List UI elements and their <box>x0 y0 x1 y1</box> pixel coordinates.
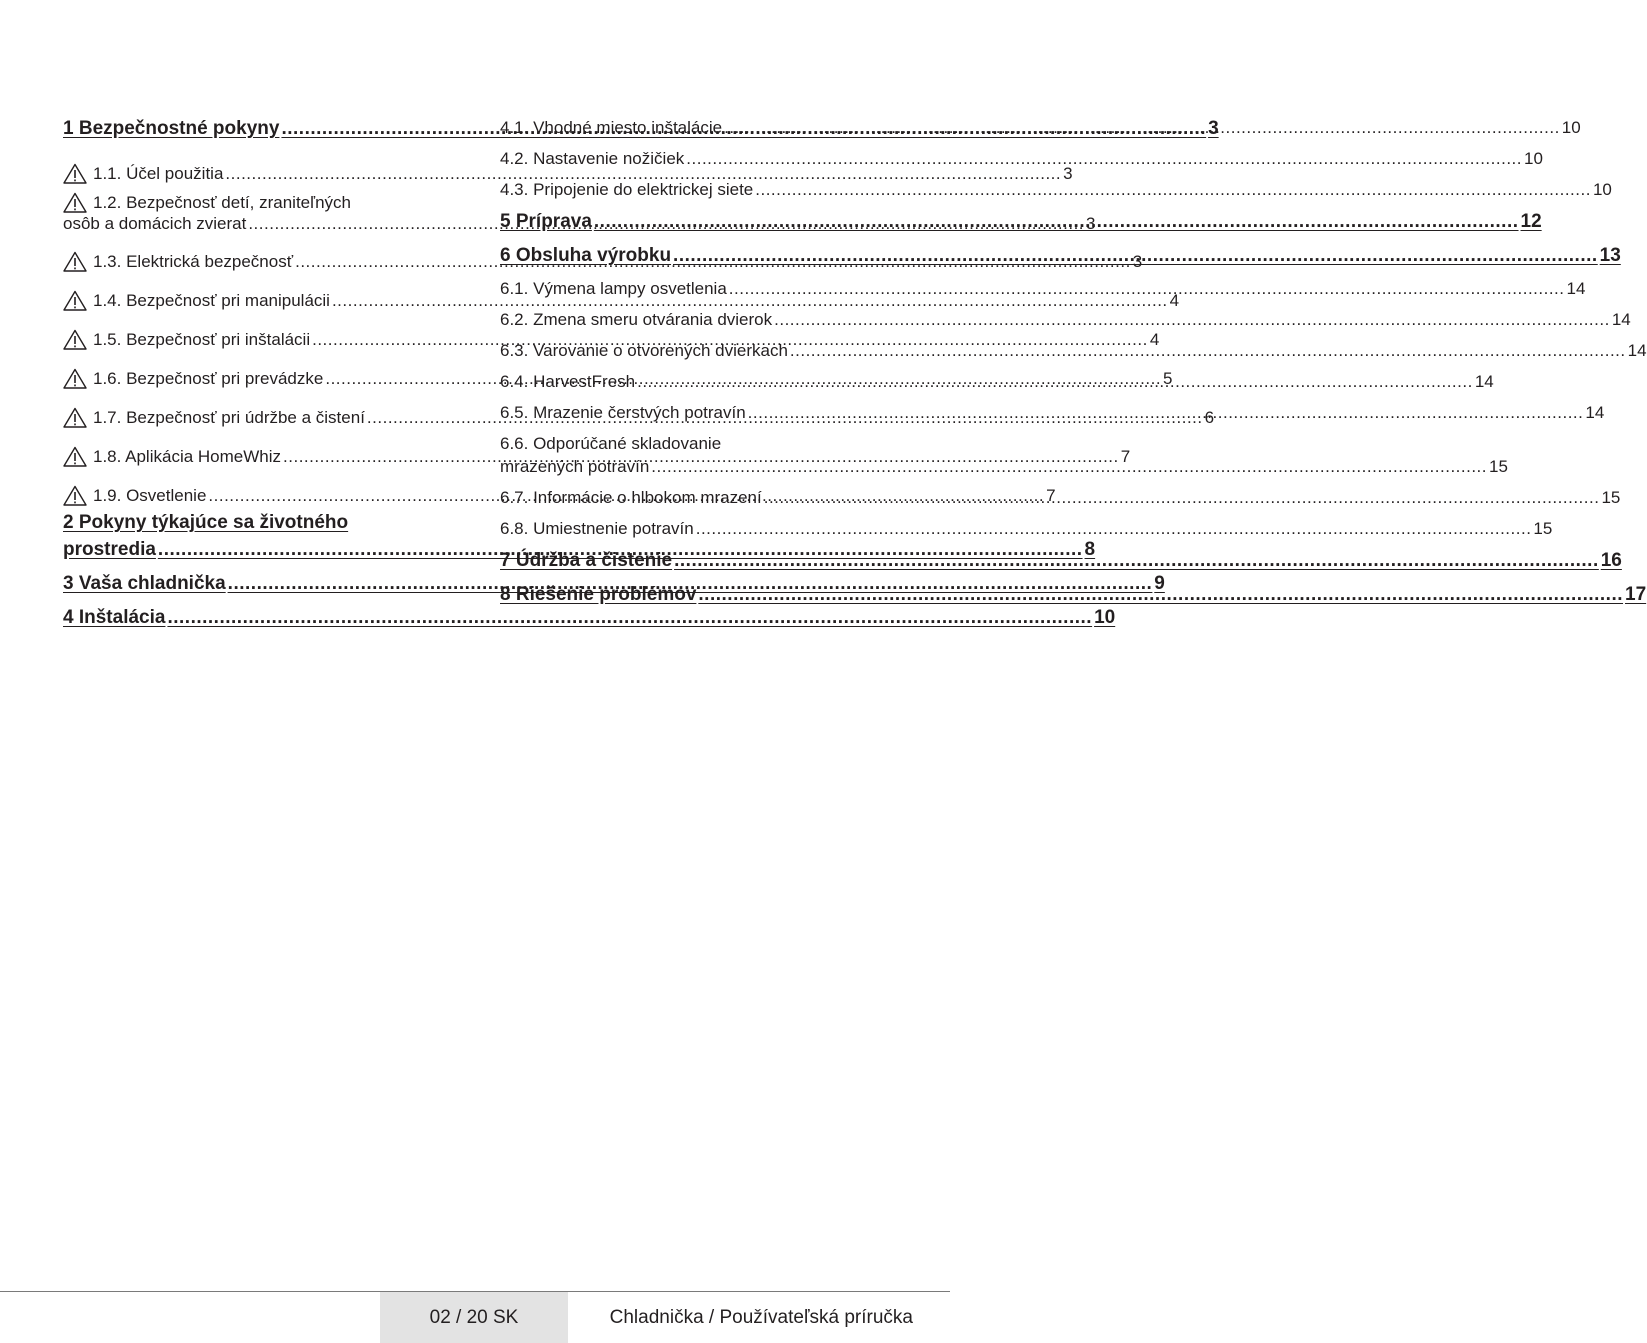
warning-triangle-icon <box>63 485 87 506</box>
footer-page-number: 02 / 20 SK <box>380 1292 568 1343</box>
toc-entry-6-4[interactable]: 6.4. HarvestFresh ..... 14 <box>500 362 885 393</box>
toc-entry-6-1[interactable]: 6.1. Výmena lampy osvetlenia ..... 14 <box>500 269 885 300</box>
warning-triangle-icon <box>63 290 87 311</box>
warning-triangle-icon <box>63 329 87 350</box>
warning-triangle-icon <box>63 368 87 389</box>
toc-entry-1-8[interactable]: 1.8. Aplikácia HomeWhiz ..... 7 <box>63 429 448 468</box>
toc-entry-4-2[interactable]: 4.2. Nastavenie nožičiek ..... 10 <box>500 139 885 170</box>
toc-entry-6[interactable]: 6 Obsluha výrobku ..... 13 <box>500 235 885 269</box>
toc-entry-6-6[interactable]: 6.6. Odporúčané skladovanie mrazených potravín ..... 15 <box>500 424 885 478</box>
toc-entry-6-7[interactable]: 6.7. Informácie o hlbokom mrazení ..... 15 <box>500 478 885 509</box>
warning-triangle-icon <box>63 163 87 184</box>
toc-entry-1[interactable]: 1 Bezpečnostné pokyny ..... 3 <box>63 108 448 142</box>
toc-entry-4-3[interactable]: 4.3. Pripojenie do elektrickej siete ..... 10 <box>500 170 885 201</box>
toc-entry-7[interactable]: 7 Údržba a čistenie ..... 16 <box>500 540 885 574</box>
toc-entry-6-5[interactable]: 6.5. Mrazenie čerstvých potravín ..... 14 <box>500 393 885 424</box>
toc-entry-1-4[interactable]: 1.4. Bezpečnosť pri manipulácii ..... 4 <box>63 273 448 312</box>
toc-entry-3[interactable]: 3 Vaša chladnička ..... 9 <box>63 563 448 597</box>
toc-entry-1-3[interactable]: 1.3. Elektrická bezpečnosť ..... 3 <box>63 234 448 273</box>
warning-triangle-icon <box>63 407 87 428</box>
toc-entry-6-3[interactable]: 6.3. Varovanie o otvorených dvierkach ..... 14 <box>500 331 885 362</box>
toc-entry-1-6[interactable]: 1.6. Bezpečnosť pri prevádzke ..... 5 <box>63 351 448 390</box>
toc-entry-4[interactable]: 4 Inštalácia ..... 10 <box>63 597 448 631</box>
toc-entry-6-2[interactable]: 6.2. Zmena smeru otvárania dvierok ..... 14 <box>500 300 885 331</box>
toc-entry-1-7[interactable]: 1.7. Bezpečnosť pri údržbe a čistení ..... 6 <box>63 390 448 429</box>
toc-entry-1-1[interactable]: 1.1. Účel použitia ..... 3 <box>63 146 448 185</box>
warning-triangle-icon <box>63 192 87 213</box>
toc-entry-8[interactable]: 8 Riešenie problémov ..... 17 <box>500 574 885 608</box>
toc-entry-1-2[interactable]: 1.2. Bezpečnosť detí, zraniteľných osôb a domácich zvierat ..... 3 <box>63 185 448 234</box>
toc-entry-6-8[interactable]: 6.8. Umiestnenie potravín ..... 15 <box>500 509 885 540</box>
toc-entry-2[interactable]: 2 Pokyny týkajúce sa životného prostredia ..... 8 <box>63 507 448 563</box>
toc-entry-4-1[interactable]: 4.1. Vhodné miesto inštalácie ..... 10 <box>500 108 885 139</box>
toc-entry-1-9[interactable]: 1.9. Osvetlenie ..... 7 <box>63 468 448 507</box>
toc-entry-5[interactable]: 5 Príprava ..... 12 <box>500 201 885 235</box>
warning-triangle-icon <box>63 251 87 272</box>
footer-document-title: Chladnička / Používateľská príručka <box>609 1306 913 1328</box>
toc-entry-1-5[interactable]: 1.5. Bezpečnosť pri inštalácii ..... 4 <box>63 312 448 351</box>
warning-triangle-icon <box>63 446 87 467</box>
